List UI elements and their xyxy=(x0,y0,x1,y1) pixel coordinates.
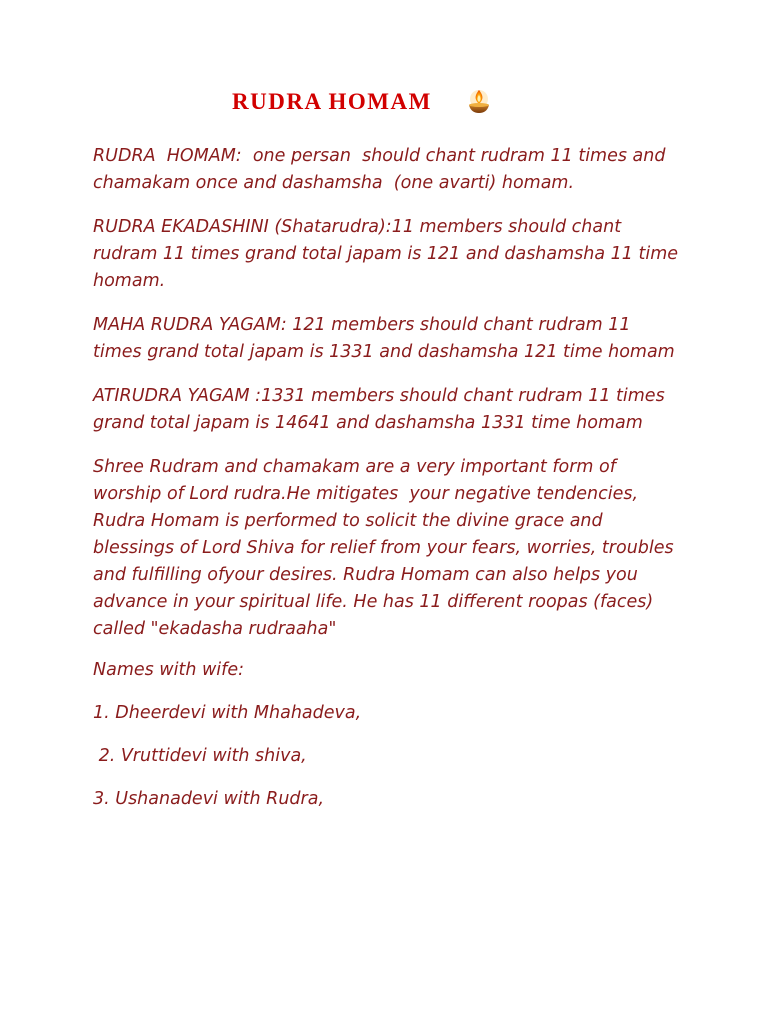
page-title: RUDRA HOMAM xyxy=(232,89,432,114)
document-body xyxy=(93,143,683,829)
paragraph-rudra-homam: RUDRA HOMAM: one persan should chant rudram 11 times and chamakam once and dashamsha (one avarti) homam. xyxy=(93,146,672,193)
names-heading: Names with wife: xyxy=(93,660,244,680)
title-row xyxy=(232,88,492,116)
list-item: 1. Dheerdevi with Mhahadeva, xyxy=(93,703,362,723)
paragraph-shree-rudram: Shree Rudram and chamakam are a very important form of worship of Lord rudra.He mitigates your negative tendencies, Rudra Homam is performed to solicit the divine grace and blessings of Lord Shiva for relief from your fears, worries, troubles and fulfilling ofyour desires. Rudra Homam can also helps you advance in your spiritual life. He has 11 different roopas (faces) called "ekadasha rudraaha" xyxy=(93,457,680,639)
list-item: 3. Ushanadevi with Rudra, xyxy=(93,789,325,809)
paragraph-atirudra-yagam: ATIRUDRA YAGAM :1331 members should chant rudram 11 times grand total japam is 14641 and dashamsha 1331 time homam xyxy=(93,386,671,433)
list-item: 2. Vruttidevi with shiva, xyxy=(93,746,307,766)
oil-lamp-icon xyxy=(466,88,492,116)
paragraph-maha-rudra-yagam: MAHA RUDRA YAGAM: 121 members should chant rudram 11 times grand total japam is 1331 and dashamsha 121 time homam xyxy=(93,315,675,362)
paragraph-rudra-ekadashini: RUDRA EKADASHINI (Shatarudra):11 members should chant rudram 11 times grand total japam is 121 and dashamsha 11 time homam. xyxy=(93,217,684,291)
